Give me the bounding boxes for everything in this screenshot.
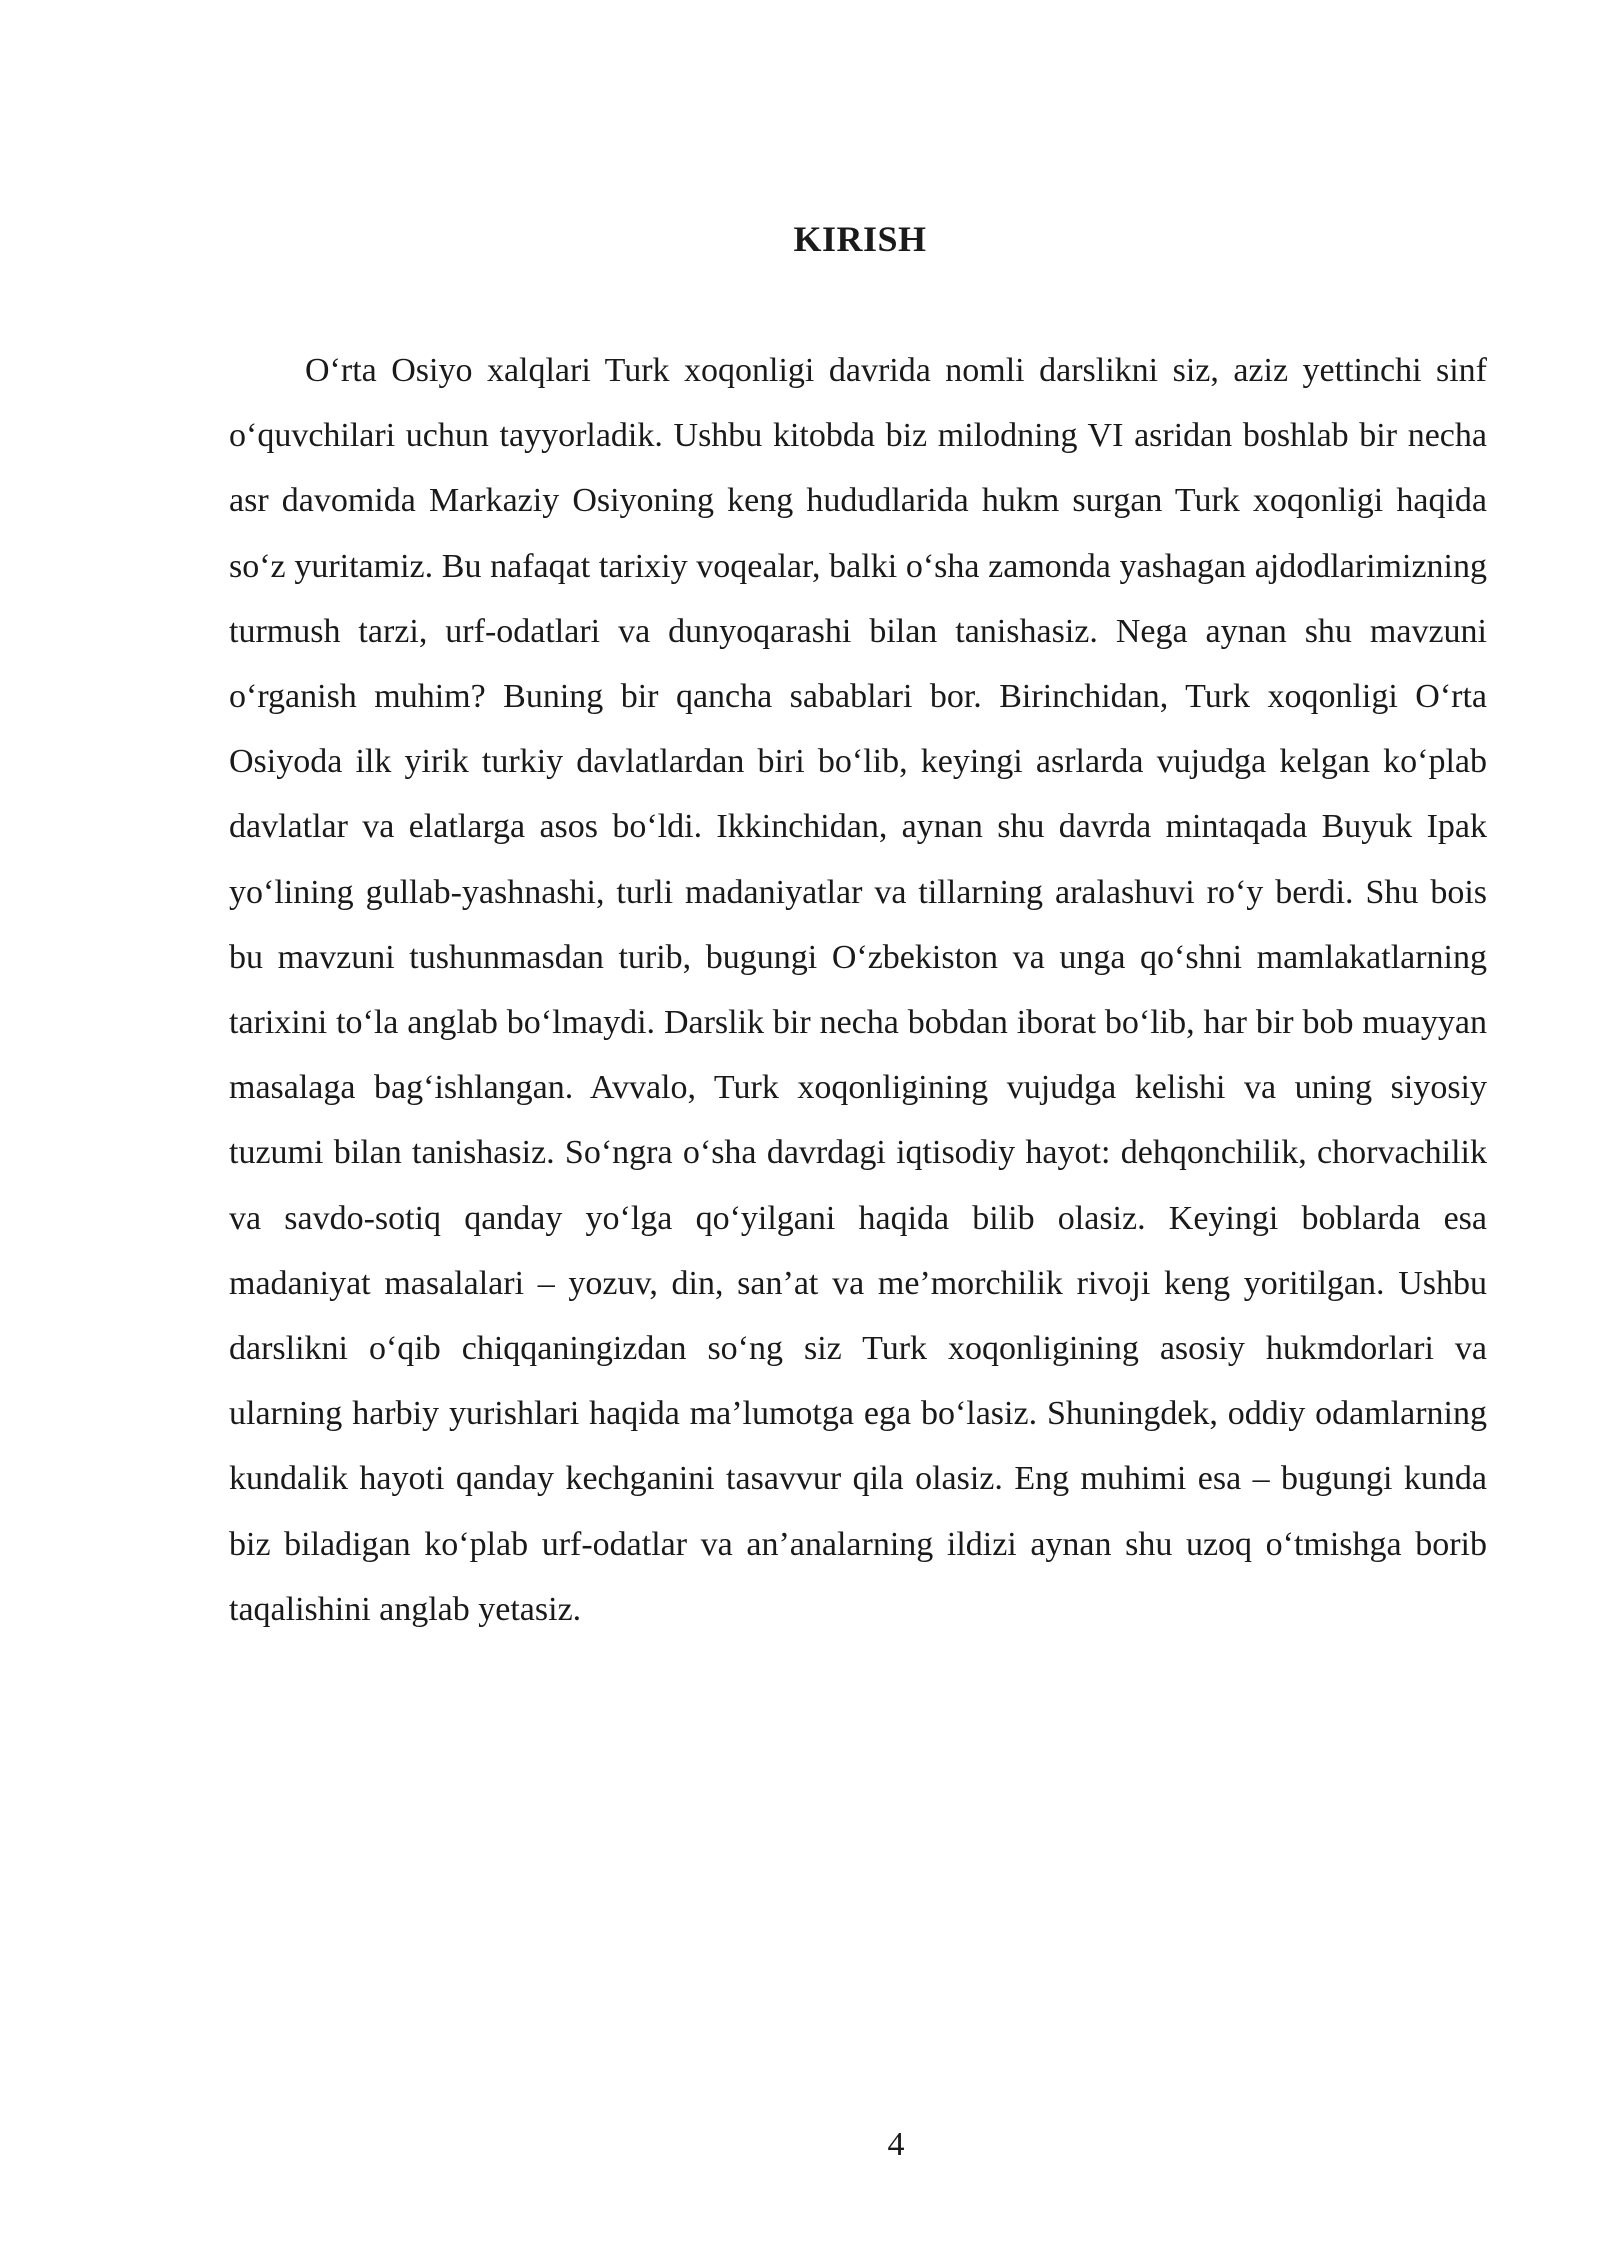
body-paragraph: O‘rta Osiyo xalqlari Turk xoqonligi davrida nomli darslikni siz, aziz yettinchi sinf o‘quvchilari uchun tayyorladik. Ushbu kitobda biz milodning VI asridan boshlab bir necha asr davomida Markaziy Osiyoning keng hududlarida hukm surgan Turk xoqonligi haqida so‘z yuritamiz. Bu nafaqat tarixiy voqealar, balki o‘sha zamonda yashagan ajdodlarimizning turmush tarzi, urf-odatlari va dunyoqarashi bilan tanishasiz. Nega aynan shu mavzuni o‘rganish muhim? Buning bir qancha sabablari bor. Birinchidan, Turk xoqonligi O‘rta Osiyoda ilk yirik turkiy davlatlardan biri bo‘lib, keyingi asrlarda vujudga kelgan ko‘plab davlatlar va elatlarga asos bo‘ldi. Ikkinchidan, aynan shu davrda mintaqada Buyuk Ipak yo‘lining gullab-yashnashi, turli madaniyatlar va tillarning aralashuvi ro‘y berdi. Shu bois bu mavzuni tushunmasdan turib, bugungi O‘zbekiston va unga qo‘shni mamlakatlarning tarixini to‘la anglab bo‘lmaydi. Darslik bir necha bobdan iborat bo‘lib, har bir bob muayyan masalaga bag‘ishlangan. Avvalo, Turk xoqonligining vujudga kelishi va uning siyosiy tuzumi bilan tanishasiz. So‘ngra o‘sha davrdagi iqtisodiy hayot: dehqonchilik, chorvachilik va savdo-sotiq qanday yo‘lga qo‘yilgani haqida bilib olasiz. Keyingi boblarda esa madaniyat masalalari – yozuv, din, san’at va me’morchilik rivoji keng yoritilgan. Ushbu darslikni o‘qib chiqqaningizdan so‘ng siz Turk xoqonligining asosiy hukmdorlari va ularning harbiy yurishlari haqida ma’lumotga ega bo‘lasiz. Shuningdek, oddiy odamlarning kundalik hayoti qanday kechganini tasavvur qila olasiz. Eng muhimi esa – bugungi kunda biz biladigan ko‘plab urf-odatlar va an’analarning ildizi aynan shu uzoq o‘tmishga borib taqalishini anglab yetasiz. bbox=[229, 352, 1487, 1628]
section-heading: KIRISH bbox=[793, 219, 927, 259]
page-number: 4 bbox=[887, 2126, 905, 2163]
